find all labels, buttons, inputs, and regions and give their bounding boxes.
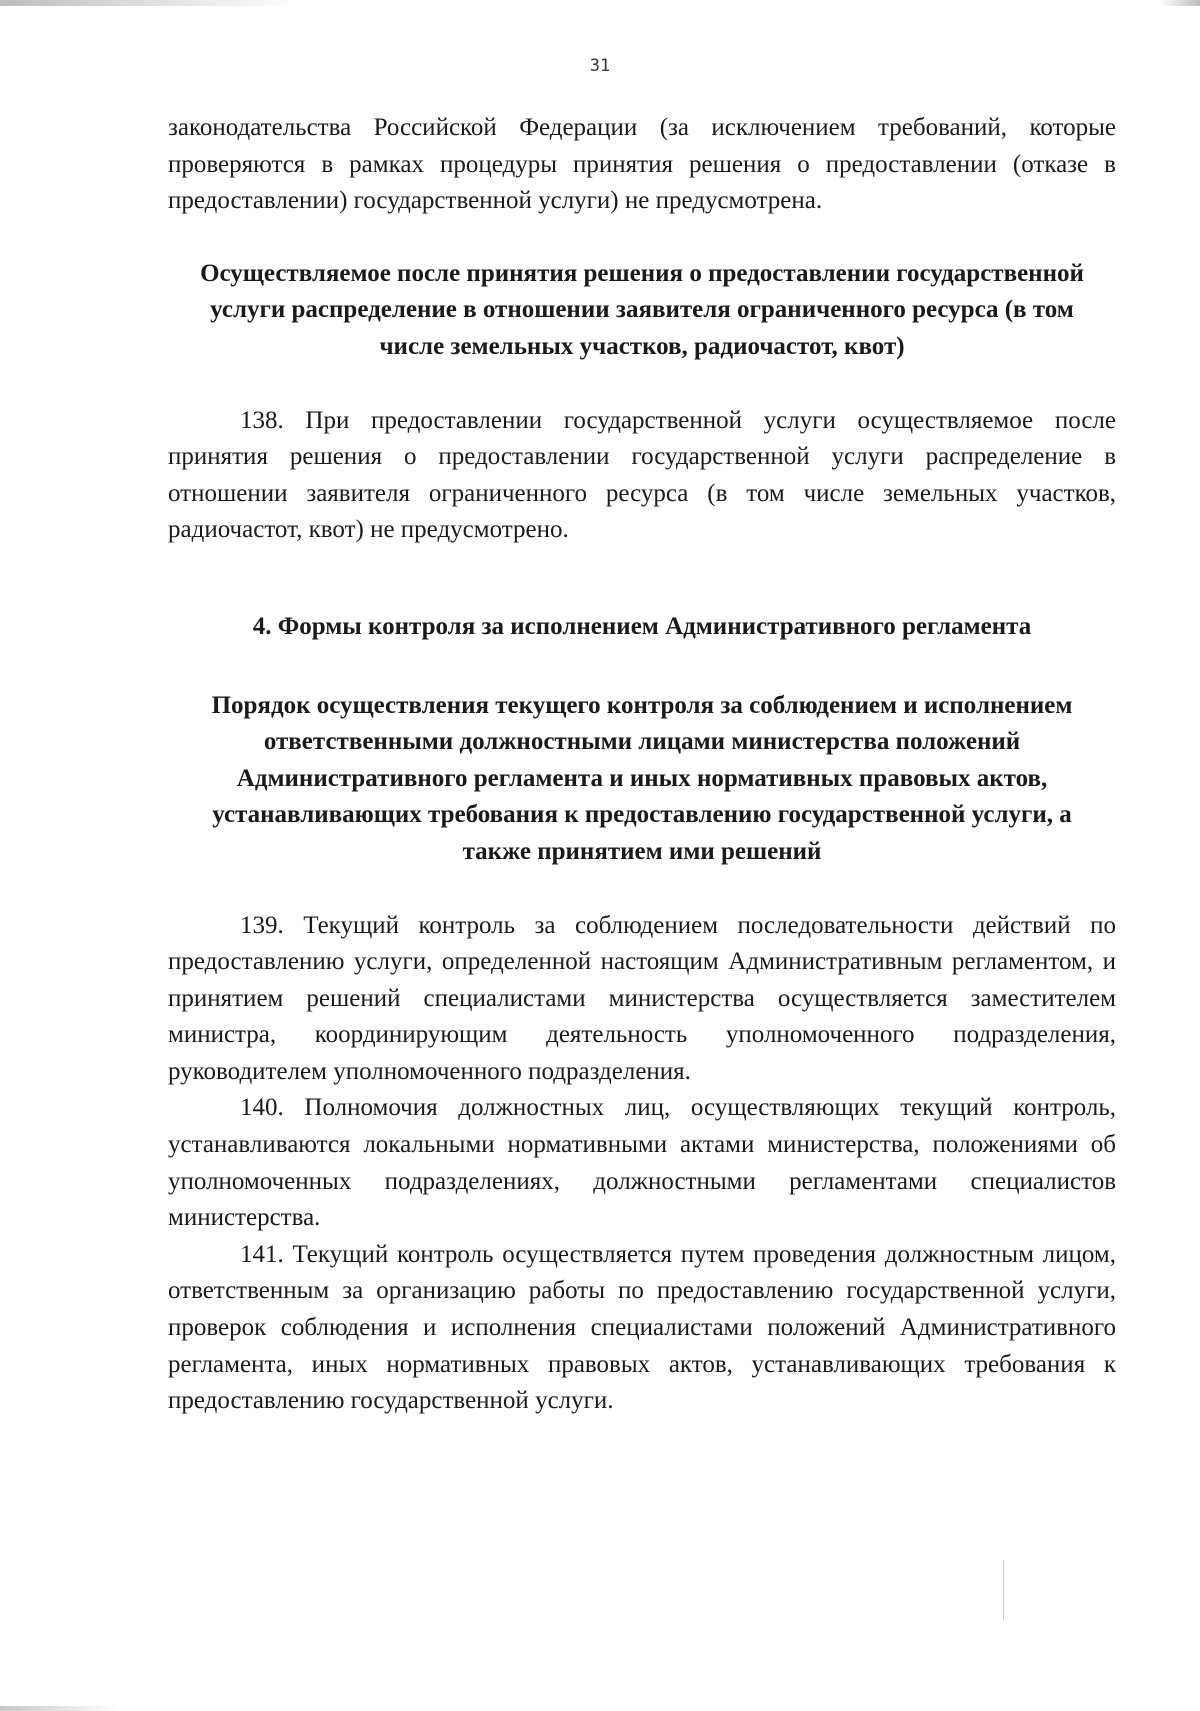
scan-edge-artifact — [0, 0, 300, 6]
document-body — [168, 110, 1116, 1420]
paragraph-139: 139. Текущий контроль за соблюдением последовательности действий по предоставлению услуги, определенной настоящим Административным регламентом, и принятием решений специалистами министерства осуществляется заместителем министра, координирующим деятельность уполномоченного подразделения, руководителем уполномоченного подразделения. — [168, 911, 1116, 1085]
scan-line-artifact — [1003, 1560, 1004, 1620]
scan-edge-artifact-bottom — [0, 1706, 120, 1711]
section-4-title: 4. Формы контроля за исполнением Административного регламента — [252, 612, 1032, 640]
paragraph-140: 140. Полномочия должностных лиц, осуществляющих текущий контроль, устанавливаются локальными нормативными актами министерства, положениями об уполномоченных подразделениях, должностными регламентами специалистов министерства. — [168, 1094, 1116, 1232]
scan-corner-artifact — [1160, 0, 1200, 6]
heading-current-control: Порядок осуществления текущего контроля за соблюдением и исполнением ответственными должностными лицами министерства положений Административного регламента и иных нормативных правовых актов, устанавливающих требования к предоставлению государственной услуги, а также принятием ими решений — [211, 691, 1073, 865]
heading-resource-distribution: Осуществляемое после принятия решения о предоставлении государственной услуги распределение в отношении заявителя ограниченного ресурса (в том числе земельных участков, радиочастот, квот) — [200, 259, 1084, 360]
paragraph-138: 138. При предоставлении государственной услуги осуществляемое после принятия решения о предоставлении государственной услуги распределение в отношении заявителя ограниченного ресурса (в том числе земельных участков, радиочастот, квот) не предусмотрено. — [168, 406, 1116, 544]
paragraph-141: 141. Текущий контроль осуществляется путем проведения должностным лицом, ответственным за организацию работы по предоставлению государственной услуги, проверок соблюдения и исполнения специалистами положений Административного регламента, иных нормативных правовых актов, устанавливающих требования к предоставлению государственной услуги. — [168, 1240, 1116, 1415]
continuation-paragraph: законодательства Российской Федерации (за исключением требований, которые проверяются в рамках процедуры принятия решения о предоставлении (отказе в предоставлении) государственной услуги) не предусмотрена. — [168, 114, 1116, 215]
page-number: 31 — [589, 56, 611, 76]
